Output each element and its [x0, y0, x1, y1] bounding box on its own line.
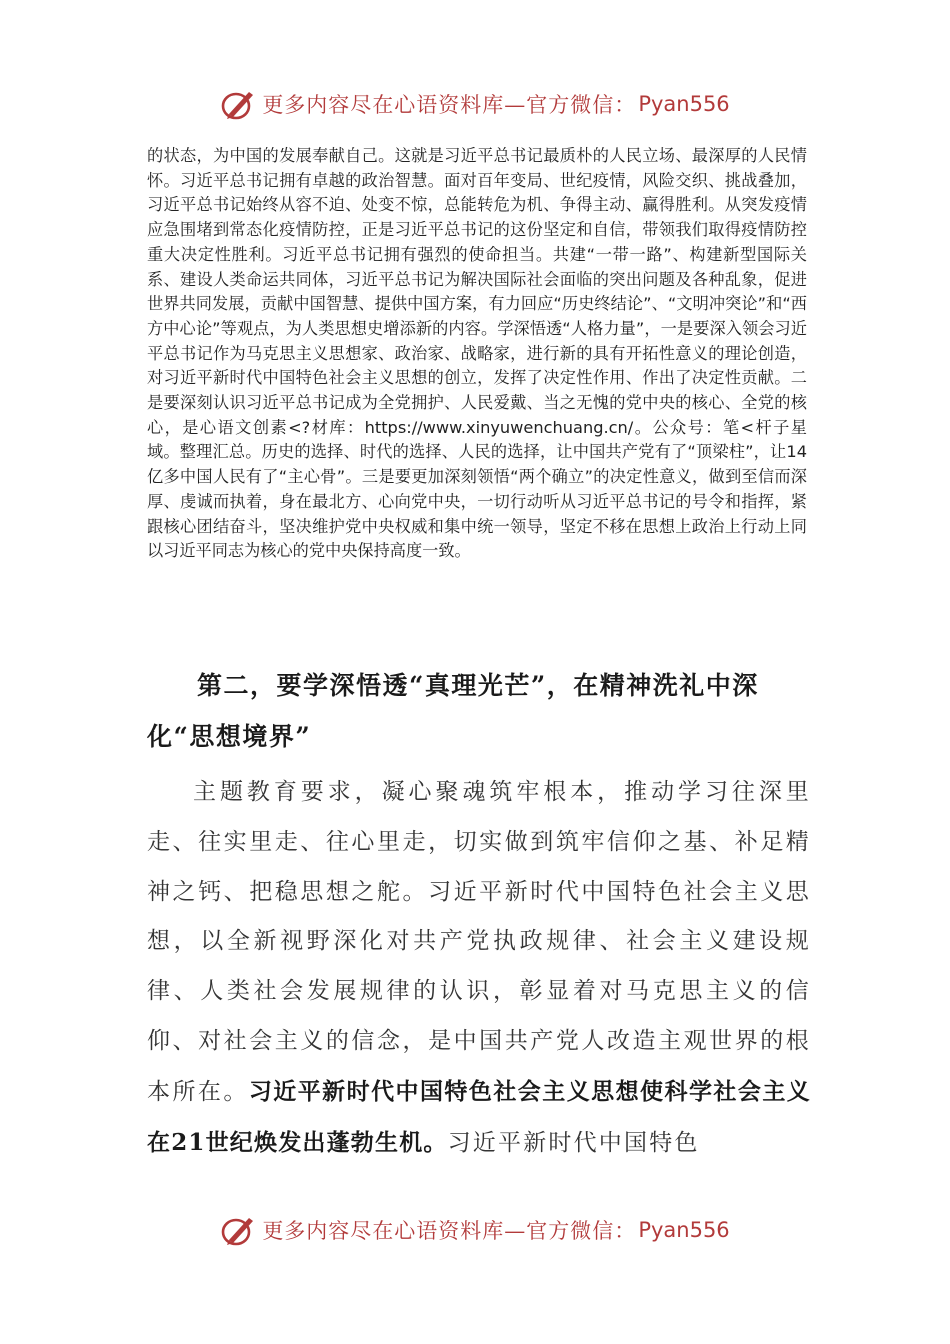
section-heading: 第二，要学深悟透“真理光芒”，在精神洗礼中深化“思想境界”: [147, 671, 759, 751]
pen-logo-icon: [220, 87, 256, 121]
body-paragraph: 的状态，为中国的发展奉献自己。这就是习近平总书记最质朴的人民立场、最深厚的人民情怀。习近平总书记拥有卓越的政治智慧。面对百年变局、世纪疫情，风险交织、挑战叠加，习近平总书记始终从容不迫、处变不惊，总能转危为机、争得主动、赢得胜利。从突发疫情应急围堵到常态化疫情防控，正是习近平总书记的这份坚定和自信，带领我们取得疫情防控重大决定性胜利。习近平总书记拥有强烈的使命担当。共建“一带一路”、构建新型国际关系、建设人类命运共同体，习近平总书记为解决国际社会面临的突出问题及各种乱象，促进世界共同发展，贡献中国智慧、提供中国方案，有力回应“历史终结论”、“文明冲突论”和“西方中心论”等观点，为人类思想史增添新的内容。学深悟透“人格力量”，一是要深入领会习近平总书记作为马克思主义思想家、政治家、战略家，进行新的具有开拓性意义的理论创造，对习近平新时代中国特色社会主义思想的创立，发挥了决定性作用、作出了决定性贡献。二是要深刻认识习近平总书记成为全党拥护、人民爱戴、当之无愧的党中央的核心、全党的核心，是心语文创素<?材库：https://www.xinyuwenchuang.cn/。公众号：笔<杆子星域。整理汇总。历史的选择、时代的选择、人民的选择，让中国共产党有了“顶梁柱”，让14亿多中国人民有了“主心骨”。三是要更加深刻领悟“两个确立”的决定性意义，做到至信而深厚、虔诚而执着，身在最北方、心向党中央，一切行动听从习近平总书记的号令和指挥，紧跟核心团结奋斗，坚决维护党中央权威和集中统一领导，坚定不移在思想上政治上行动上同以习近平同志为核心的党中央保持高度一致。: [147, 146, 807, 561]
footer-banner: [0, 1210, 950, 1250]
banner-wechat-id: Pyan556: [638, 1218, 730, 1242]
main-paragraph: [147, 768, 811, 1168]
main-paragraph-part1: 主题教育要求，凝心聚魂筑牢根本，推动学习往深里走、往实里走、往心里走，切实做到筑牢信仰之基、补足精神之钙、把稳思想之舵。习近平新时代中国特色社会主义思想，以全新视野深化对共产党执政规律、社会主义建设规律、人类社会发展规律的认识，彰显着对马克思主义的信仰、对社会主义的信念，是中国共产党人改造主观世界的根本所在。: [147, 779, 811, 1105]
header-banner: [0, 84, 950, 124]
banner-wechat-id: Pyan556: [638, 92, 730, 116]
pen-logo-icon: [220, 1213, 256, 1247]
main-paragraph-part2: 习近平新时代中国特色: [447, 1129, 700, 1156]
banner-text: 更多内容尽在心语资料库—官方微信：: [262, 1219, 637, 1243]
main-paragraph-bold: 习近平新时代中国特色社会主义思想使科学社会主义在21世纪焕发出蓬勃生机。: [147, 1077, 811, 1156]
banner-text: 更多内容尽在心语资料库—官方微信：: [262, 93, 637, 117]
